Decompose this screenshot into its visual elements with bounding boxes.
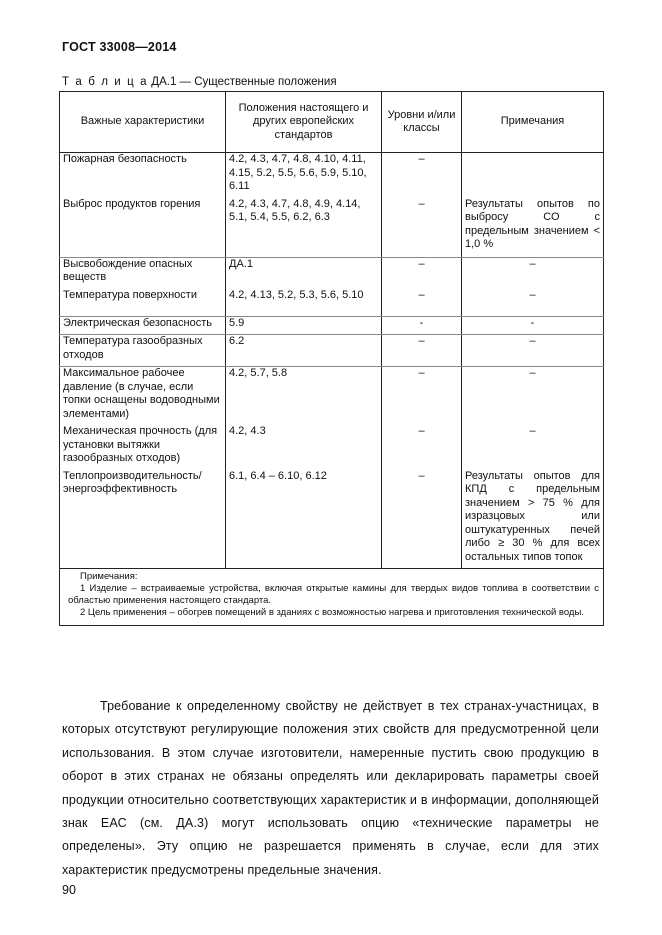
cell-characteristic: Температура поверхности [60, 289, 226, 317]
column-header-levels: Уровни и/или классы [382, 92, 462, 153]
table-notes-row [60, 569, 604, 626]
cell-levels: – [382, 425, 462, 470]
table-row [60, 335, 604, 367]
cell-notes: – [462, 257, 604, 289]
page-number: 90 [62, 883, 76, 897]
cell-notes: – [462, 367, 604, 426]
cell-levels: – [382, 335, 462, 367]
requirements-table [59, 91, 604, 626]
cell-clauses: 4.2, 5.7, 5.8 [226, 367, 382, 426]
cell-characteristic: Теплопроизводительность/ энергоэффективность [60, 470, 226, 569]
cell-levels: - [382, 316, 462, 335]
cell-notes: – [462, 335, 604, 367]
cell-clauses: 4.2, 4.3 [226, 425, 382, 470]
cell-levels: – [382, 289, 462, 317]
cell-clauses: 6.2 [226, 335, 382, 367]
cell-characteristic: Электрическая безопасность [60, 316, 226, 335]
table-notes [60, 569, 604, 626]
cell-clauses: ДА.1 [226, 257, 382, 289]
cell-clauses: 5.9 [226, 316, 382, 335]
notes-title: Примечания: [80, 571, 138, 582]
cell-levels: – [382, 367, 462, 426]
table-row [60, 153, 604, 198]
cell-clauses: 4.2, 4.13, 5.2, 5.3, 5.6, 5.10 [226, 289, 382, 317]
table-row [60, 425, 604, 470]
cell-characteristic: Температура газообразных отходов [60, 335, 226, 367]
cell-characteristic: Механическая прочность (для установки вытяжки газообразных отходов) [60, 425, 226, 470]
table-caption-text: ДА.1 — Существенные положения [148, 76, 337, 88]
cell-levels: – [382, 198, 462, 258]
cell-notes: – [462, 425, 604, 470]
note-item: 1 Изделие – встраиваемые устройства, включая открытые камины для твердых видов топлива в соответствии с областью применения настоящего стандарта. [68, 583, 599, 606]
table-caption-label: Т а б л и ц а [62, 76, 149, 88]
cell-notes: Результаты опытов для КПД с предельным значением > 75 % для изразцовых или оштукатуренных печей либо ≥ 30 % для всех остальных типов топок [462, 470, 604, 569]
cell-characteristic: Максимальное рабочее давление (в случае, если топки оснащены водоводными элементами) [60, 367, 226, 426]
table-row [60, 257, 604, 289]
cell-characteristic: Пожарная безопасность [60, 153, 226, 198]
body-paragraph: Требование к определенному свойству не действует в тех странах-участницах, в которых отсутствуют регулирующие положения этих свойств для предусмотренной цели использования. В этом случае изготовители, намеренные пустить свою продукцию в оборот в этих странах не обязаны определять или декларировать параметры своей продукции относительно соответствующих характеристик и в информации, дополняющей знак ЕАС (см. ДА.3) могут использовать опцию «технические параметры не определены». Эту опцию не разрешается применять в случае, если для этих характеристик предусмотрены предельные значения. [62, 699, 599, 877]
cell-clauses: 4.2, 4.3, 4.7, 4.8, 4.10, 4.11, 4.15, 5.2, 5.5, 5.6, 5.9, 5.10, 6.11 [226, 153, 382, 198]
table-row [60, 198, 604, 258]
cell-notes [462, 153, 604, 198]
table-row [60, 316, 604, 335]
cell-levels: – [382, 470, 462, 569]
cell-clauses: 4.2, 4.3, 4.7, 4.8, 4.9, 4.14, 5.1, 5.4, 5.5, 6.2, 6.3 [226, 198, 382, 258]
table-header-row [60, 92, 604, 153]
cell-notes: Результаты опытов по выбросу СО с предельным значением < 1,0 % [462, 198, 604, 258]
cell-characteristic: Выброс продуктов горения [60, 198, 226, 258]
column-header-notes: Примечания [462, 92, 604, 153]
column-header-characteristics: Важные характеристики [60, 92, 226, 153]
cell-notes: – [462, 289, 604, 317]
table-row [60, 289, 604, 317]
note-item: 2 Цель применения – обогрев помещений в зданиях с возможностью нагрева и приготовления технической воды. [80, 607, 584, 618]
cell-levels: – [382, 153, 462, 198]
cell-levels: – [382, 257, 462, 289]
table-caption [62, 76, 337, 88]
cell-clauses: 6.1, 6.4 – 6.10, 6.12 [226, 470, 382, 569]
table-row [60, 470, 604, 569]
document-id: ГОСТ 33008—2014 [62, 40, 177, 54]
cell-notes: - [462, 316, 604, 335]
column-header-clauses: Положения настоящего и других европейских стандартов [226, 92, 382, 153]
cell-characteristic: Высвобождение опасных веществ [60, 257, 226, 289]
table-row [60, 367, 604, 426]
